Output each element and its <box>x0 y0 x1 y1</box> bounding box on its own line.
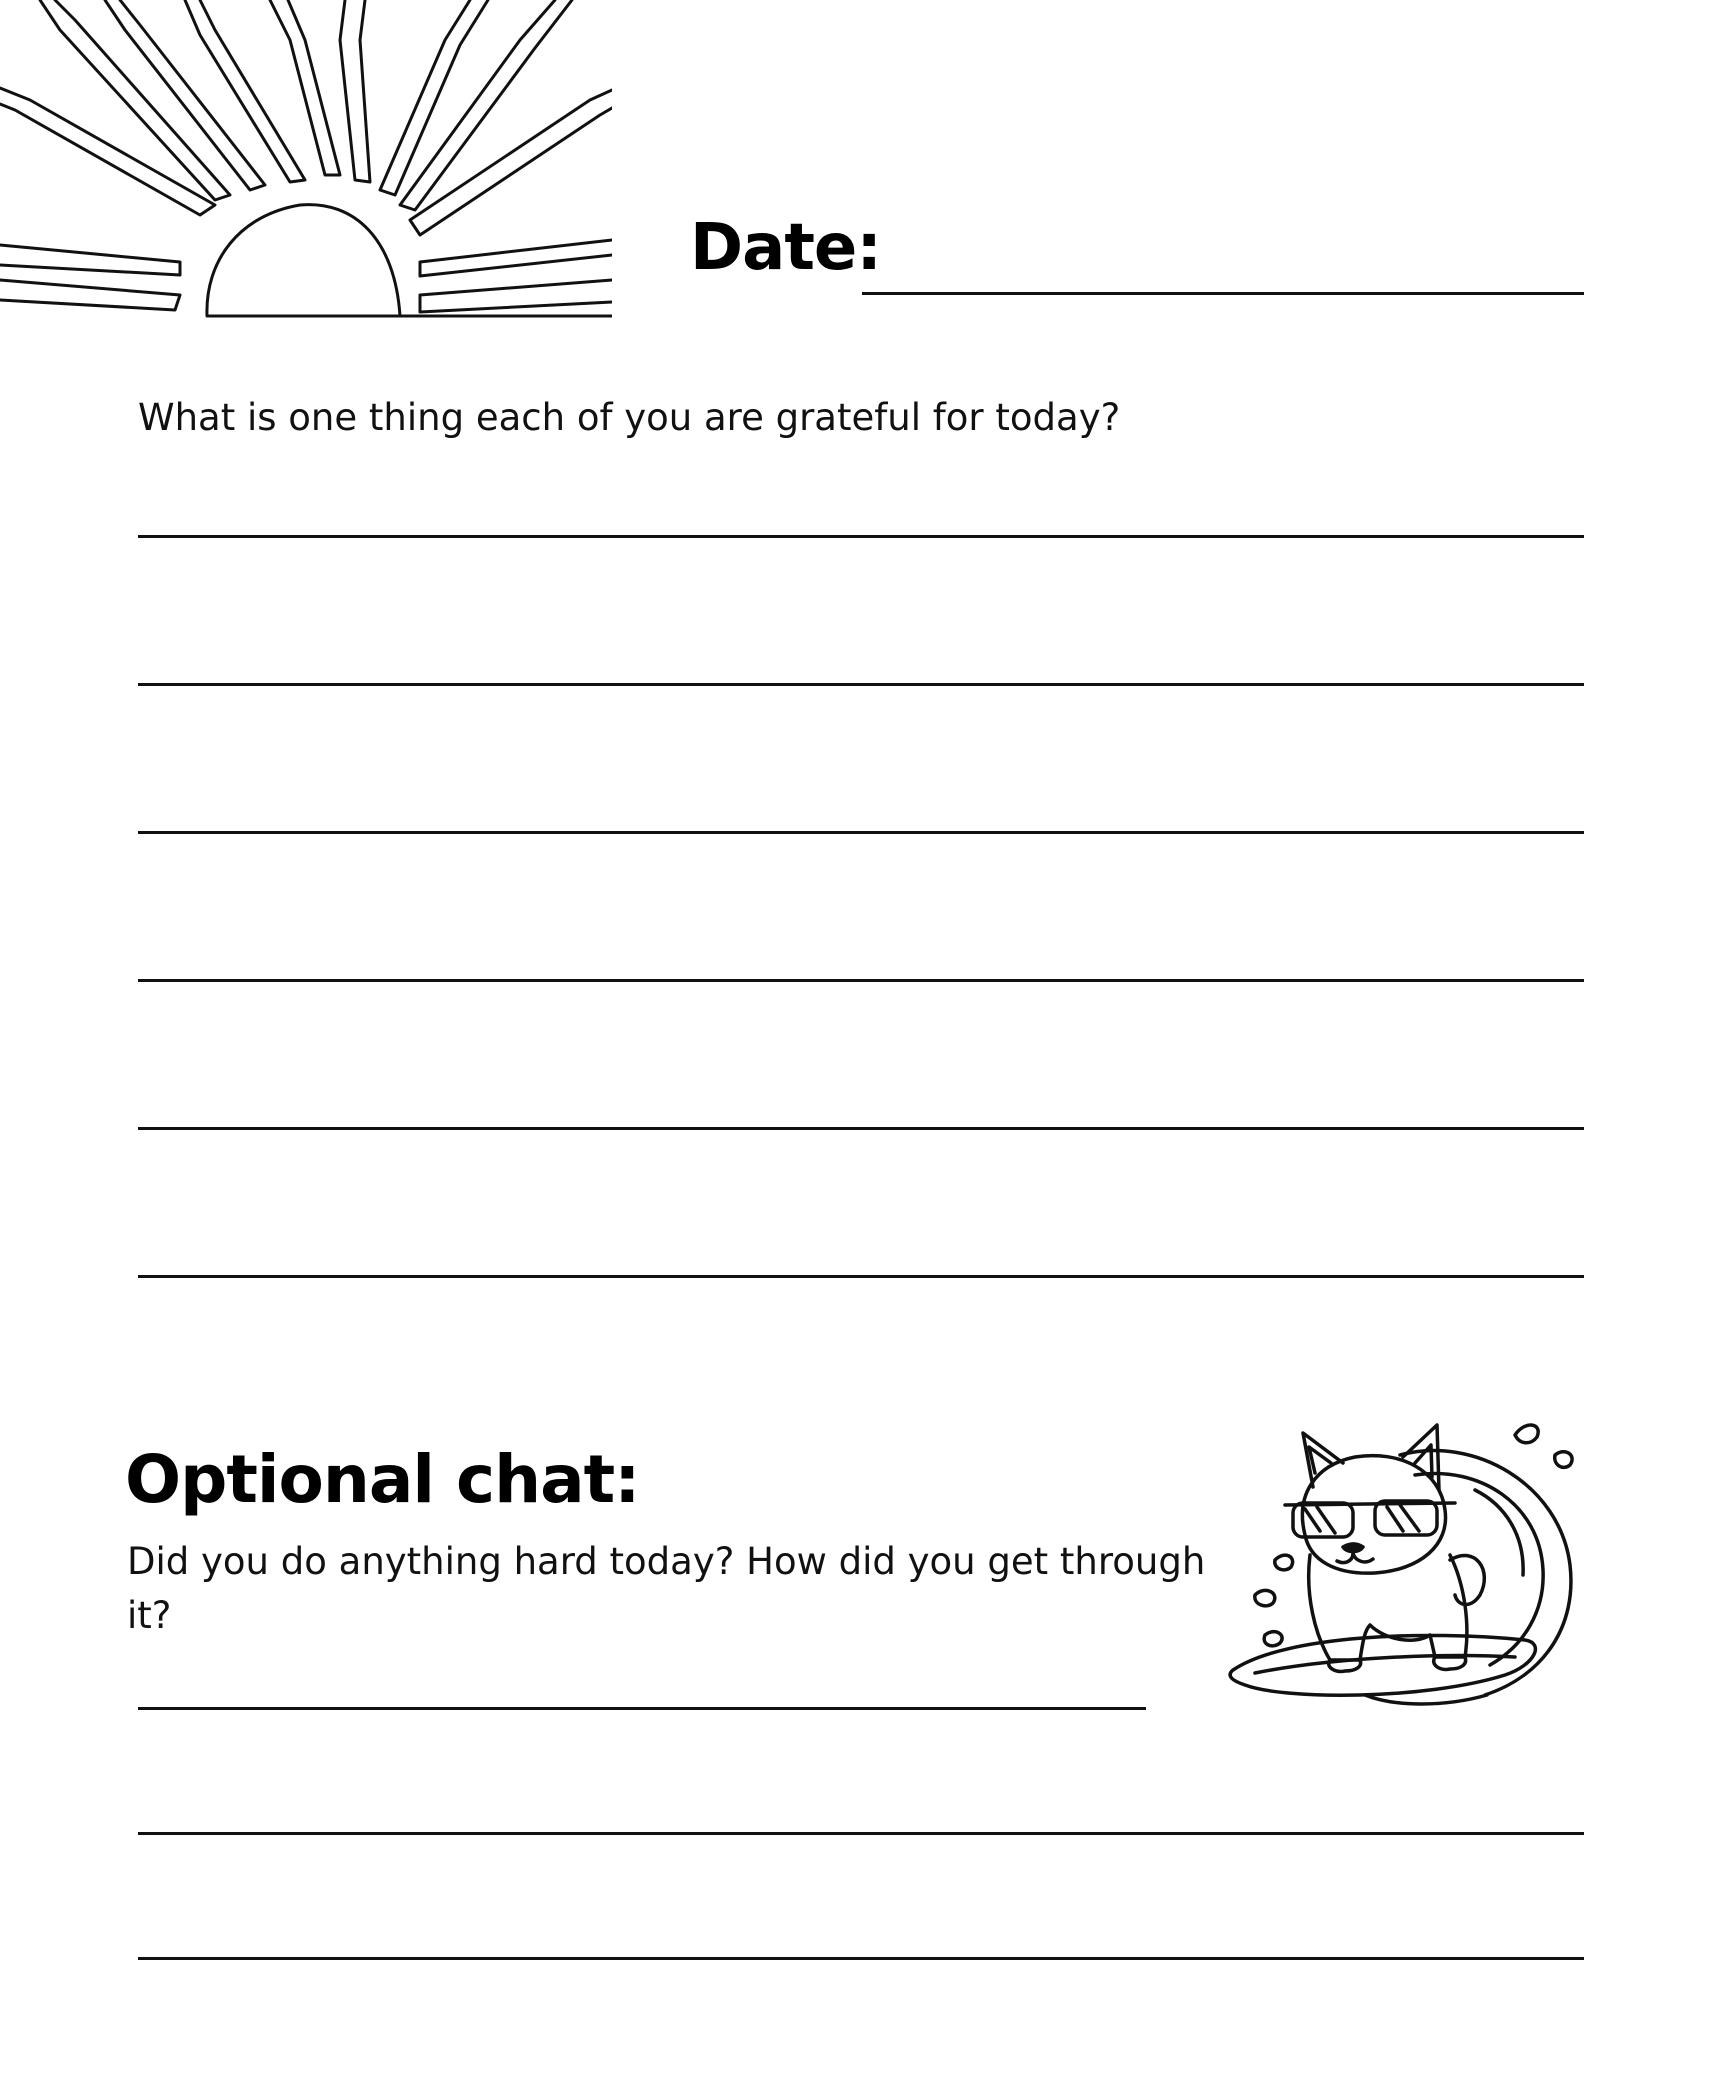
date-line[interactable] <box>862 292 1584 295</box>
gratitude-writing-line[interactable] <box>138 1275 1584 1278</box>
gratitude-writing-line[interactable] <box>138 979 1584 982</box>
optional-writing-line[interactable] <box>138 1832 1584 1835</box>
gratitude-writing-line[interactable] <box>138 831 1584 834</box>
optional-writing-line[interactable] <box>138 1957 1584 1960</box>
optional-chat-heading: Optional chat: <box>125 1441 640 1518</box>
gratitude-writing-line[interactable] <box>138 683 1584 686</box>
date-label: Date: <box>690 211 881 285</box>
optional-chat-question: Did you do anything hard today? How did you get through it? <box>127 1540 1206 1637</box>
gratitude-writing-line[interactable] <box>138 1127 1584 1130</box>
optional-writing-line[interactable] <box>138 1707 1146 1710</box>
sun-rays-icon <box>0 0 612 320</box>
surfing-dog-icon <box>1225 1395 1595 1720</box>
gratitude-writing-line[interactable] <box>138 535 1584 538</box>
gratitude-question: What is one thing each of you are grateful for today? <box>138 396 1121 439</box>
